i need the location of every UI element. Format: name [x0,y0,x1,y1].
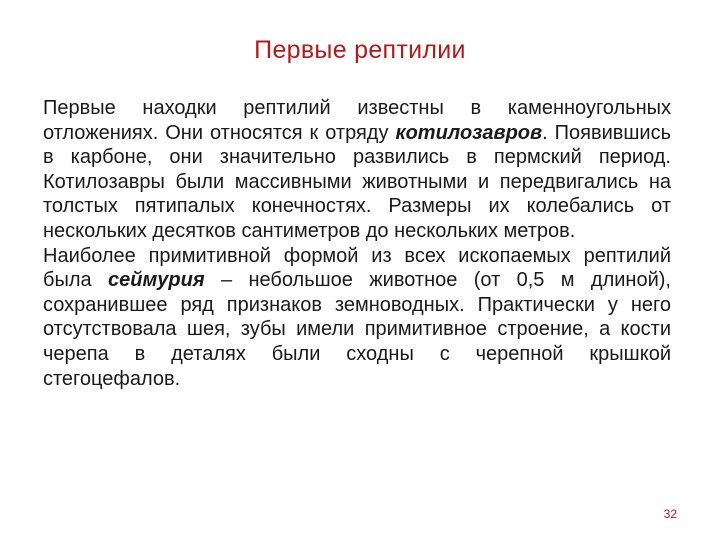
paragraph-seymouria [43,244,671,392]
slide-title: Первые рептилии [254,36,466,64]
paragraph-text: . Появившись в карбоне, они значительно развились в пермский период. Котилозавры были массивными животными и передвигались на толстых пятипалых конечностях. Размеры их колебались от нескольких десятков сантиметров до нескольких метров. [43,121,672,242]
paragraph-cotylosaurs [43,96,671,244]
paragraph-text: – небольшое животное (от 0,5 м длиной), сохранившее ряд признаков земноводных. Практически у него отсутствовала шея, зубы имели примитивное строение, а кости черепа в деталях были сходны с черепной крышкой стегоцефалов. [43,269,671,390]
slide-body [43,96,671,391]
highlighted-term: сеймурия [108,269,205,292]
paragraph-text: Первые находки рептилий известны в каменноугольных отложениях. Они относятся к отряду [43,97,671,144]
page-number: 32 [663,507,677,521]
highlighted-term: котилозавров [395,121,543,144]
paragraph-text: Наиболее примитивной формой из всех ископаемых рептилий была [43,244,671,292]
